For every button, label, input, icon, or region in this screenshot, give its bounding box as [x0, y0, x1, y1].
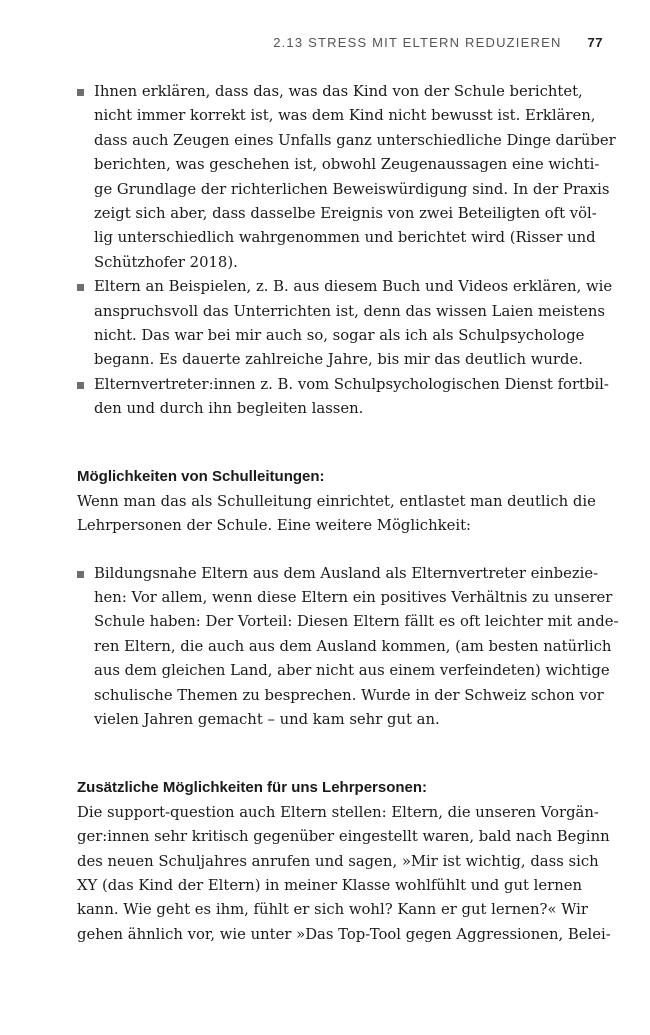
square-bullet-icon	[77, 284, 84, 291]
text-line: kann. Wie geht es ihm, fühlt er sich wohl? Kann er gut lernen?« Wir	[77, 901, 588, 919]
square-bullet-icon	[77, 89, 84, 96]
text-line: berichten, was geschehen ist, obwohl Zeugenaussagen eine wichti-	[94, 156, 600, 174]
text-line: begann. Es dauerte zahlreiche Jahre, bis mir das deutlich wurde.	[94, 351, 583, 369]
text-line: dass auch Zeugen eines Unfalls ganz unterschiedliche Dinge darüber	[94, 131, 616, 149]
list-item	[77, 275, 613, 373]
text-line: Bildungsnahe Eltern aus dem Ausland als Elternvertreter einbezie-	[94, 564, 599, 582]
text-line: Wenn man das als Schulleitung einrichtet, entlastet man deutlich die	[77, 492, 596, 510]
text-line: Ihnen erklären, dass das, was das Kind von der Schule berichtet,	[94, 83, 583, 100]
text-line: Die support-question auch Eltern stellen: Eltern, die unseren Vorgän-	[77, 803, 599, 821]
text-line: aus dem gleichen Land, aber nicht aus einem verfeindeten) wichtige	[94, 662, 610, 680]
text-line: Lehrpersonen der Schule. Eine weitere Möglichkeit:	[77, 517, 472, 535]
text-line: den und durch ihn begleiten lassen.	[94, 400, 364, 418]
text-line: vielen Jahren gemacht – und kam sehr gut an.	[94, 710, 440, 728]
text-line: nicht immer korrekt ist, was dem Kind nicht bewusst ist. Erklären,	[94, 107, 596, 125]
text-line: Schule haben: Der Vorteil: Diesen Eltern fällt es oft leichter mit ande-	[94, 613, 619, 631]
page-body	[77, 80, 619, 947]
text-line: hen: Vor allem, wenn diese Eltern ein positives Verhältnis zu unserer	[94, 589, 613, 607]
text-line: ge Grundlage der richterlichen Beweiswürdigung sind. In der Praxis	[94, 180, 610, 198]
text-line: Elternvertreter:innen z. B. vom Schulpsychologischen Dienst fortbil-	[94, 375, 609, 393]
bullet-list	[77, 80, 616, 421]
section-schulleitungen	[77, 465, 596, 538]
running-header	[273, 35, 603, 50]
square-bullet-icon	[77, 382, 84, 389]
section-title: 2.13 STRESS MIT ELTERN REDUZIEREN	[273, 35, 562, 50]
text-line: zeigt sich aber, dass dasselbe Ereignis von zwei Beteiligten oft völ-	[94, 204, 597, 222]
section-lehrpersonen	[77, 776, 611, 947]
bullet-list	[77, 562, 619, 733]
text-line: anspruchsvoll das Unterrichten ist, denn das wissen Laien meistens	[94, 302, 605, 320]
text-line: lig unterschiedlich wahrgenommen und berichtet wird (Risser und	[94, 229, 596, 247]
text-line: des neuen Schuljahres anrufen und sagen, »Mir ist wichtig, dass sich	[77, 852, 599, 870]
text-line: XY (das Kind der Eltern) in meiner Klasse wohlfühlt und gut lernen	[77, 876, 583, 894]
text-line: ren Eltern, die auch aus dem Ausland kommen, (am besten natürlich	[94, 637, 612, 655]
text-line: Schützhofer 2018).	[94, 253, 238, 271]
list-item	[77, 80, 616, 275]
text-line: nicht. Das war bei mir auch so, sogar als ich als Schulpsychologe	[94, 326, 585, 344]
section-heading: Möglichkeiten von Schulleitungen:	[77, 468, 325, 486]
page-number: 77	[587, 35, 603, 50]
square-bullet-icon	[77, 571, 84, 578]
section-heading: Zusätzliche Möglichkeiten für uns Lehrpersonen:	[77, 779, 428, 797]
text-line: gehen ähnlich vor, wie unter »Das Top-Tool gegen Aggressionen, Belei-	[77, 925, 611, 943]
text-line: Eltern an Beispielen, z. B. aus diesem Buch und Videos erklären, wie	[94, 278, 613, 296]
text-line: ger:innen sehr kritisch gegenüber eingestellt waren, bald nach Beginn	[77, 828, 610, 846]
list-item	[77, 562, 619, 733]
list-item	[77, 373, 609, 422]
text-line: schulische Themen zu besprechen. Wurde in der Schweiz schon vor	[94, 686, 604, 704]
